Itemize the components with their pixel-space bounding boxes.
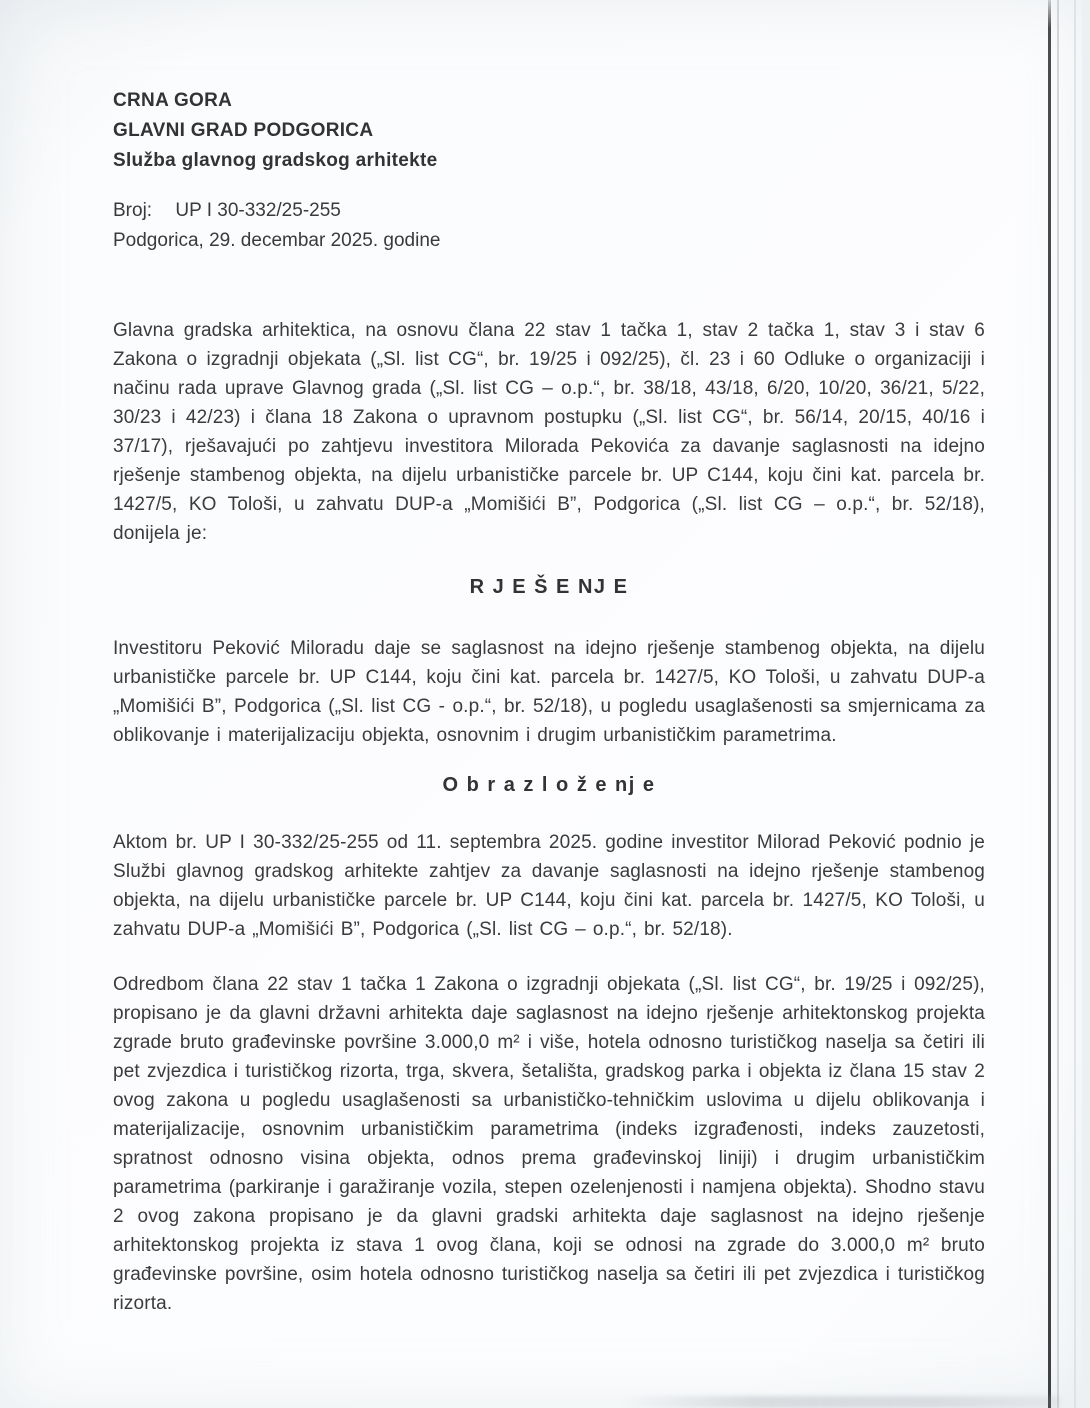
explanation-paragraph-1: Aktom br. UP I 30-332/25-255 od 11. septembra 2025. godine investitor Milorad Peković podnio je Službi glavnog gradskog arhitekte zahtjev za davanje saglasnosti na idejno rješenje stambenog objekta, na dijelu urbanističke parcele br. UP C144, koju čini kat. parcela br. 1427/5, KO Tološi, u zahvatu DUP-a „Momišići B”, Podgorica („Sl. list CG – o.p.“, br. 52/18). [113,832,985,940]
scan-artifact-line-dark [1048,0,1051,1408]
letterhead-city: GLAVNI GRAD PODGORICA [113,120,374,141]
reference-place-date: Podgorica, 29. decembar 2025. godine [113,230,441,251]
reference-number-row [113,196,985,226]
scan-artifact-line-light [1074,0,1076,1408]
letterhead-country: CRNA GORA [113,90,233,111]
decision-paragraph: Investitoru Peković Miloradu daje se saglasnost na idejno rješenje stambenog objekta, na dijelu urbanističke parcele br. UP C144, koju čini kat. parcela br. 1427/5, KO Tološi, u zahvatu DUP-a „Momišići B”, Podgorica („Sl. list CG - o.p.“, br. 52/18), u pogledu usaglašenosti sa smjernicama za oblikovanje i materijalizaciju objekta, osnovnim i drugim urbanističkim parametrima. [113,638,985,746]
reference-number-value: UP I 30-332/25-255 [175,200,341,221]
scan-artifact-bottom-smudge [620,1396,1060,1408]
document-content [113,86,985,1318]
explanation-heading: O b r a z l o ž e nj e [442,774,656,796]
reference-block [113,196,985,256]
preamble-paragraph: Glavna gradska arhitektica, na osnovu člana 22 stav 1 tačka 1, stav 2 tačka 1, stav 3 i stav 6 Zakona o izgradnji objekata („Sl. list CG“, br. 19/25 i 092/25), čl. 23 i 60 Odluke o organizaciji i načinu rada uprave Glavnog grada („Sl. list CG – o.p.“, br. 38/18, 43/18, 6/20, 10/20, 36/21, 5/22, 30/23 i 42/23) i člana 18 Zakona o upravnom postupku („Sl. list CG“, br. 56/14, 20/15, 40/16 i 37/17), rješavajući po zahtjevu investitora Milorada Pekovića za davanje saglasnosti na idejno rješenje stambenog objekta, na dijelu urbanističke parcele br. UP C144, koju čini kat. parcela br. 1427/5, KO Tološi, u zahvatu DUP-a „Momišići B”, Podgorica („Sl. list CG – o.p.“, br. 52/18), donijela je: [113,320,985,544]
decision-heading: R J E Š E NJ E [469,576,629,598]
letterhead-department: Služba glavnog gradskog arhitekte [113,150,438,171]
scan-artifact-line-mid [1057,0,1059,1408]
reference-number-label: Broj: [113,200,153,221]
page-right-edge-shading [1082,0,1090,1408]
letterhead [113,86,985,176]
explanation-paragraph-2: Odredbom člana 22 stav 1 tačka 1 Zakona o izgradnji objekata („Sl. list CG“, br. 19/25 i 092/25), propisano je da glavni državni arhitekta daje saglasnost na idejno rješenje arhitektonskog projekta zgrade bruto građevinske površine 3.000,0 m² i više, hotela odnosno turističkog naselja sa četiri ili pet zvjezdica i turističkog rizorta, trga, skvera, šetališta, gradskog parka i objekta iz člana 15 stav 2 ovog zakona u pogledu usaglašenosti sa urbanističko-tehničkim uslovima u dijelu oblikovanja i materijalizacije, osnovnim urbanističkim parametrima (indeks izgrađenosti, indeks zauzetosti, spratnost odnosno visina objekta, odnos prema građevinskoj liniji) i drugim urbanističkim parametrima (parkiranje i garažiranje vozila, stepen ozelenjenosti i namjena objekta). Shodno stavu 2 ovog zakona propisano je da glavni gradski arhitekta daje saglasnost na idejno rješenje arhitektonskog projekta iz stava 1 ovog člana, koji se odnosi na zgrade do 3.000,0 m² bruto građevinske površine, osim hotela odnosno turističkog naselja sa četiri ili pet zvjezdica i turističkog rizorta. [113,974,985,1314]
